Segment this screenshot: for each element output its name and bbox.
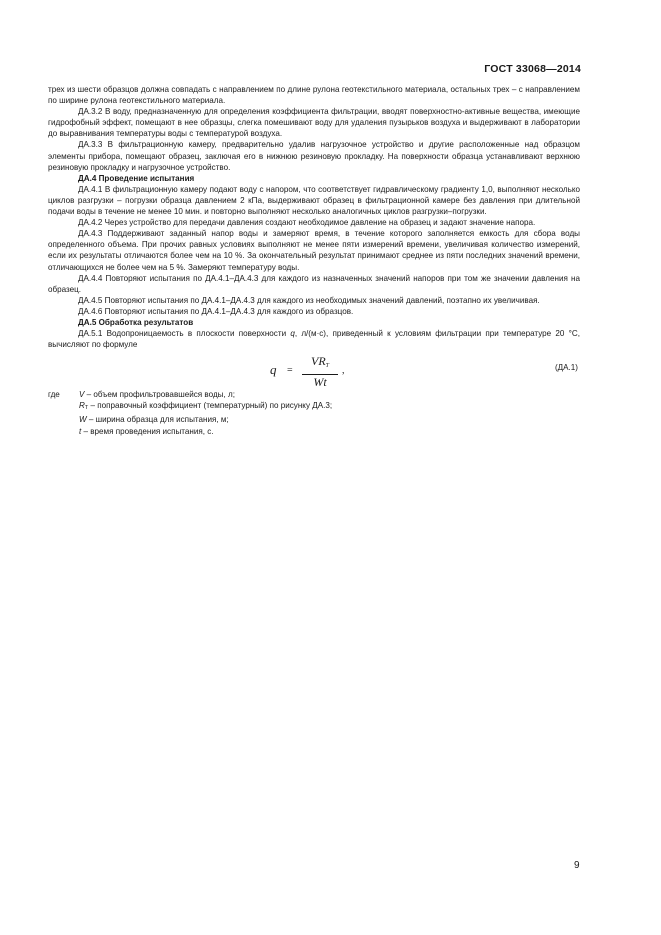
where-symbol: t xyxy=(79,426,82,436)
formula-denominator: Wt xyxy=(313,375,327,390)
where-text: – объем профильтровавшейся воды, л; xyxy=(84,390,235,400)
paragraph: ДА.4.2 Через устройство для передачи давления создают необходимое давление на образец и задают значение напора. xyxy=(78,218,536,228)
formula-fraction xyxy=(300,355,340,389)
where-symbol: V xyxy=(79,390,85,400)
where-label: где xyxy=(48,390,60,400)
where-block xyxy=(48,389,580,436)
where-item xyxy=(79,414,580,425)
variable-q: q xyxy=(290,329,295,339)
section-heading: ДА.5 Обработка результатов xyxy=(78,317,194,327)
where-symbol: R xyxy=(79,401,85,411)
text-run: , л/(м·с), приведенный к условиям фильтрации при температуре 20 °С, вычисляют по формуле xyxy=(48,329,580,350)
standard-header: ГОСТ 33068—2014 xyxy=(484,63,581,75)
paragraph: ДА.4.5 Повторяют испытания по ДА.4.1–ДА.4.3 для каждого из необходимых значений давлений, поэтапно их увеличивая. xyxy=(78,295,540,305)
where-item xyxy=(79,426,580,437)
paragraph: ДА.4.6 Повторяют испытания по ДА.4.1–ДА.4.3 для каждого из образцов. xyxy=(78,306,354,316)
where-text: – ширина образца для испытания, м; xyxy=(86,415,229,425)
section-heading: ДА.4 Проведение испытания xyxy=(78,173,195,183)
formula-number: (ДА.1) xyxy=(554,363,578,373)
paragraph: ДА.3.2 В воду, предназначенную для определения коэффициента фильтрации, вводят поверхностно-активные вещества, имеющие гидрофобный эффект, помещают в нее образцы, слегка помешивают воду для удаления пузырьков воздуха и выдерживают в лаборатории до выравнивания температуры воды с температурой воздуха. xyxy=(48,107,580,139)
paragraph: ДА.3.3 В фильтрационную камеру, предварительно удалив нагрузочное устройство и другие расположенные над образцом элементы прибора, помещают образец, заключая его в нижнюю резиновую прокладку. На поверхности образца устанавливают верхнюю резиновую прокладку и нагрузочное устройство. xyxy=(48,140,580,172)
formula-equals: = xyxy=(287,365,293,377)
text-run: ДА.5.1 Водопроницаемость в плоскости поверхности xyxy=(78,329,291,339)
formula-lhs: q xyxy=(270,362,277,378)
formula-numerator xyxy=(300,355,340,373)
where-subscript: T xyxy=(84,405,89,412)
paragraph: ДА.4.1 В фильтрационную камеру подают воду с напором, что соответствует гидравлическому градиенту 1,0, выполняют несколько циклов разгрузки – погрузки образца давлением 2 кПа, выдерживают образец в фильтрационной камере без давления при длительной подачи воды в течение не менее 10 мин. и повторно выполняют несколько аналогичных циклов разгрузки–погрузки. xyxy=(48,184,580,217)
paragraph: ДА.4.4 Повторяют испытания по ДА.4.1–ДА.4.3 для каждого из назначенных значений напоров при том же значении давления на образец. xyxy=(48,273,580,294)
where-text: – поправочный коэффициент (температурный) по рисунку ДА.3; xyxy=(88,401,333,411)
where-item xyxy=(79,389,580,400)
paragraph: ДА.4.3 Поддерживают заданный напор воды и замеряют время, в течение которого заполняется емкость для сбора воды определенного объема. При прочих равных условиях выполняют не менее пяти измерений времени, увеличивая количество измерений, если их результаты отличаются более чем на 10 %. За окончательный результат принимают среднее из пяти последних значений времени, отличающихся не более чем на 5 %. Замеряют температуру воды. xyxy=(48,229,580,272)
where-list xyxy=(79,389,580,436)
numerator-main: VR xyxy=(310,354,326,369)
where-item xyxy=(79,400,580,414)
formula-comma: , xyxy=(342,365,345,377)
paragraph xyxy=(48,328,580,350)
where-text: – время проведения испытания, с. xyxy=(81,426,214,436)
formula-block xyxy=(48,353,580,390)
numerator-subscript: T xyxy=(325,363,329,370)
document-body xyxy=(48,84,580,437)
paragraph: трех из шести образцов должна совпадать с направлением по длине рулона геотекстильного материала, остальных трех – с направлением по ширине рулона геотекстильного материала. xyxy=(48,85,580,106)
where-symbol: W xyxy=(79,415,87,425)
page-number: 9 xyxy=(574,860,580,871)
